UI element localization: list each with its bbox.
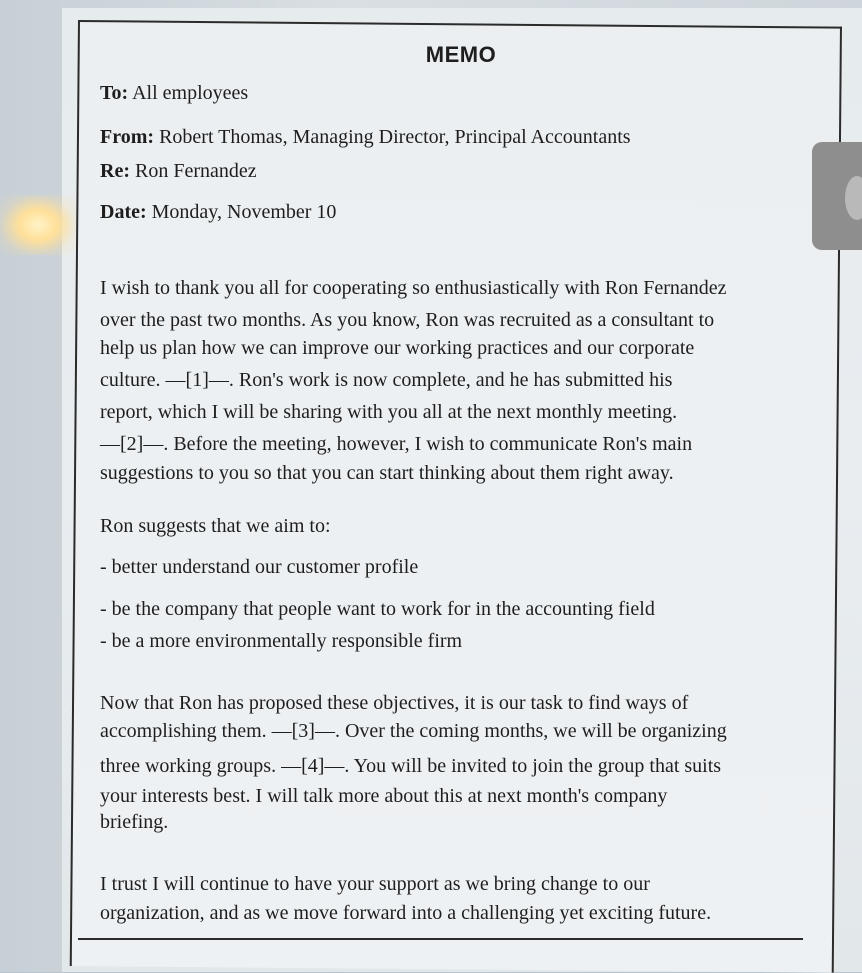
date-value: Monday, November 10 [151,201,337,223]
side-tab-knob[interactable] [845,176,862,220]
from-label: From: [100,126,155,148]
to-value: All employees [132,82,249,104]
from-line [100,126,631,149]
memo-bottom-rule [78,938,803,940]
para1-line: over the past two months. As you know, Ron was recruited as a consultant to [100,309,715,331]
re-value: Ron Fernandez [134,160,257,182]
re-line [100,160,257,183]
para2-line: accomplishing them. —[3]—. Over the coming months, we will be organizing [100,720,727,742]
to-line [100,82,248,105]
para1-line: culture. —[1]—. Ron's work is now complete, and he has submitted his [100,369,673,391]
para1-line: report, which I will be sharing with you all at the next monthly meeting. [100,401,678,423]
para1-line: suggestions to you so that you can start thinking about them right away. [100,462,674,484]
para2-line: your interests best. I will talk more about this at next month's company [100,785,668,807]
suggestion-item: - be a more environmentally responsible firm [100,630,463,652]
para1-line: I wish to thank you all for cooperating so enthusiastically with Ron Fernandez [100,277,727,299]
light-glare [0,195,76,255]
suggestions-intro: Ron suggests that we aim to: [100,515,331,537]
para1-line: —[2]—. Before the meeting, however, I wish to communicate Ron's main [100,433,693,455]
to-label: To: [100,82,129,104]
date-line [100,201,336,224]
para3-line: I trust I will continue to have your support as we bring change to our [100,873,650,895]
suggestion-item: - be the company that people want to work for in the accounting field [100,598,655,620]
para1-line: help us plan how we can improve our working practices and our corporate [100,337,695,359]
para2-line: three working groups. —[4]—. You will be invited to join the group that suits [100,755,722,777]
re-label: Re: [100,160,130,182]
para3-line: organization, and as we move forward into a challenging yet exciting future. [100,902,712,924]
date-label: Date: [100,201,147,223]
memo-title: MEMO [425,42,497,67]
para2-line: Now that Ron has proposed these objectives, it is our task to find ways of [100,692,689,714]
from-value: Robert Thomas, Managing Director, Principal Accountants [159,126,631,148]
suggestion-item: - better understand our customer profile [100,556,419,578]
para2-line: briefing. [100,811,169,833]
